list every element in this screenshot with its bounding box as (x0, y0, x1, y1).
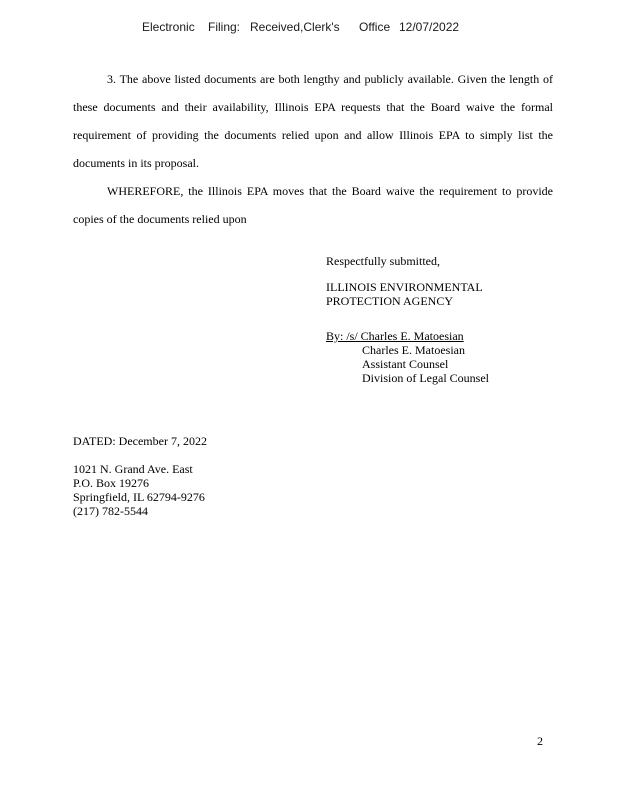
address-po-box: P.O. Box 19276 (73, 476, 150, 490)
signature-block (326, 254, 489, 385)
address-city: Springfield, IL 62794-9276 (73, 490, 205, 504)
wherefore-paragraph (73, 177, 553, 233)
signatory-name: Charles E. Matoesian (362, 343, 465, 357)
header-filing: Filing: (208, 20, 241, 34)
dated-text: DATED: December 7, 2022 (73, 434, 207, 448)
address-phone: (217) 782-5544 (73, 504, 148, 518)
header-electronic: Electronic (142, 20, 195, 34)
page-number: 2 (537, 734, 543, 748)
agency-name-line1: ILLINOIS ENVIRONMENTAL (326, 280, 483, 294)
paragraph-3 (73, 65, 553, 177)
agency-name-line2: PROTECTION AGENCY (326, 294, 454, 308)
header-received: Received,Clerk's (250, 20, 340, 34)
signature-by-line: By: /s/ Charles E. Matoesian (326, 329, 464, 343)
signatory-division: Division of Legal Counsel (362, 371, 489, 385)
header-date: 12/07/2022 (399, 20, 460, 34)
paragraph-3-text: 3. The above listed documents are both lengthy and publicly available. Given the length of these documents and their availability, Illinois EPA requests that the Board waive the formal requirement of providing the documents relied upon and allow Illinois EPA to simply list the documents in its proposal. (73, 72, 553, 170)
address-street: 1021 N. Grand Ave. East (73, 462, 193, 476)
signature-closing: Respectfully submitted, (326, 254, 440, 268)
dated-line (73, 434, 207, 448)
signatory-title: Assistant Counsel (362, 357, 449, 371)
address-block (73, 462, 205, 518)
header-office: Office (359, 20, 391, 34)
wherefore-text: WHEREFORE, the Illinois EPA moves that the Board waive the requirement to provide copies of the documents relied upon (73, 184, 553, 226)
